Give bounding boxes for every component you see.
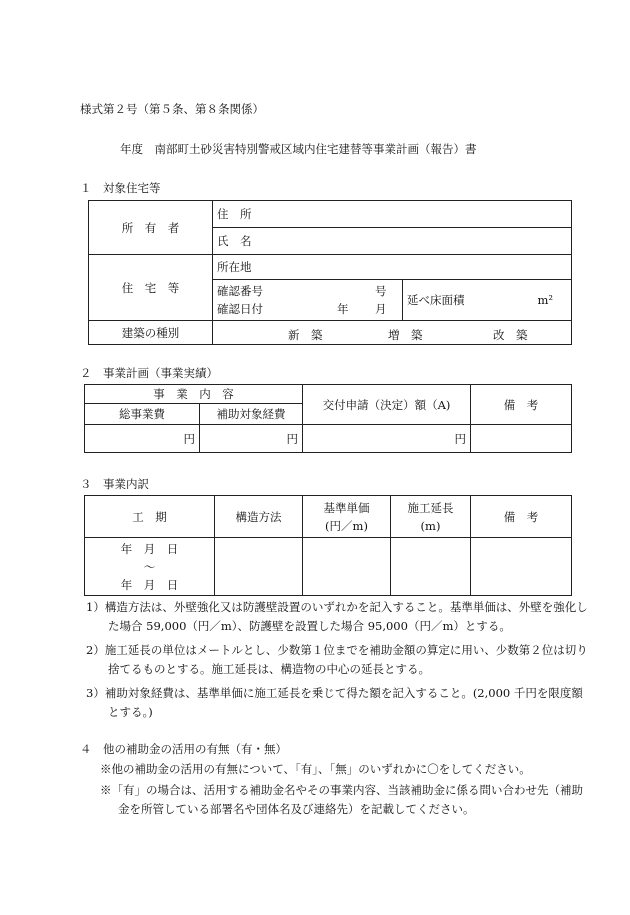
form-label: 様式第２号（第５条、第８条関係） [80,102,264,116]
name-field[interactable] [213,228,572,255]
grant-amount-field[interactable] [303,425,471,453]
project-plan-table [84,384,572,453]
yen-unit: 円 [454,431,466,446]
yen-unit: 円 [286,431,298,446]
floor-area-label: 延べ床面積 [407,293,465,307]
tilde: ～ [143,559,156,574]
section2-heading: ２ 事業計画（事業実績） [80,366,218,380]
unit-price-header: 基準単価 (円／m) [303,496,391,538]
length-header: 施工延長 (m) [391,496,471,538]
section3-heading: ３ 事業内訳 [80,477,149,491]
length-field[interactable] [391,538,471,596]
section4-heading: ４ 他の補助金の活用の有無（有・無） [80,742,287,756]
remarks-header: 備 考 [471,385,572,425]
subsidy-cost-header: 補助対象経費 [200,404,303,425]
remarks-field[interactable] [471,538,572,596]
address-label: 住 所 [217,207,252,221]
grant-amount-header: 交付申請（決定）額（A) [303,385,471,425]
target-housing-table [88,200,572,345]
owner-label: 所 有 者 [89,201,213,255]
section1-heading: １ 対象住宅等 [80,181,161,195]
floor-area-field[interactable] [403,280,572,321]
note-1: 1）構造方法は、外壁強化又は防護壁設置のいずれかを記入すること。基準単価は、外壁を強化した場合 59,000（円／m）、防護壁を設置した場合 95,000（円／m）とする。 [86,600,588,633]
address-field[interactable] [213,201,572,228]
period-field[interactable] [85,538,215,596]
location-field[interactable] [213,255,572,280]
section4-note-1: ※他の補助金の活用の有無について、「有」、「無」のいずれかに〇をしてください。 [100,762,531,776]
period-header: 工 期 [85,496,215,538]
building-type-label: 建築の種別 [89,321,213,345]
confirm-field[interactable] [213,280,403,321]
structure-field[interactable] [215,538,303,596]
option-renovate[interactable]: 改 築 [493,328,528,342]
month-label: 月 [375,302,387,316]
total-cost-header: 総事業費 [85,404,200,425]
name-label: 氏 名 [217,234,252,248]
document-title: 年度 南部町土砂災害特別警戒区域内住宅建替等事業計画（報告）書 [120,142,477,156]
confirm-no-suffix: 号 [375,284,387,298]
location-label: 所在地 [217,260,252,274]
start-date: 年 月 日 [120,541,179,556]
note-2: 2）施工延長の単位はメートルとし、少数第１位までを補助金額の算定に用い、少数第２位は切り捨てるものとする。施工延長は、構造物の中心の延長とする。 [86,643,588,676]
remarks-header: 備 考 [471,496,572,538]
building-type-options[interactable] [213,321,572,345]
note-3: 3）補助対象経費は、基準単価に施工延長を乗じて得た額を記入すること。(2,000 千円を限度額とする。) [86,686,583,719]
subsidy-cost-field[interactable] [200,425,303,453]
structure-header: 構造方法 [215,496,303,538]
housing-label: 住 宅 等 [89,255,213,321]
option-extend[interactable]: 増 築 [388,328,423,342]
unit-price-field[interactable] [303,538,391,596]
sqm-unit: m² [537,293,553,307]
section4-note-2: ※「有」の場合は、活用する補助金名やその事業内容、当該補助金に係る問い合わせ先（補助金を所管している部署名や団体名及び連絡先）を記載してください。 [100,783,583,816]
confirm-no-label: 確認番号 [217,284,263,298]
confirm-date-label: 確認日付 [217,302,263,316]
remarks-field[interactable] [471,425,572,453]
total-cost-field[interactable] [85,425,200,453]
end-date: 年 月 日 [120,577,179,592]
project-breakdown-table [84,495,572,596]
yen-unit: 円 [183,431,195,446]
year-label: 年 [337,302,349,316]
option-new[interactable]: 新 築 [288,328,323,342]
content-header: 事 業 内 容 [85,385,303,404]
